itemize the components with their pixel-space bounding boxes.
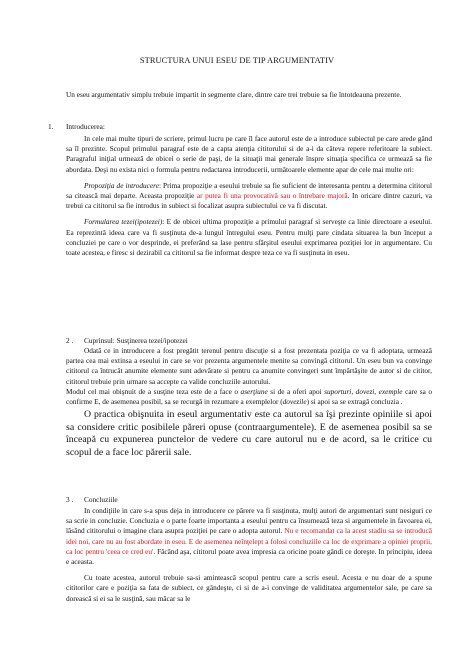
p2-text-a: : Prima propoziţie a eseului trebuie sa fie suficient de interesanta pentru a determina cititorul sa citească mai departe. Aceasta propoziţie — [66, 180, 432, 201]
p3-text: : E de obicei ultima propoziţie a primului paragraf si serveşte ca linie directoare a eseului. Ea reprezintă ideea care va fi susţinuta de-a lungul întregului eseu. Pentru mulţi pare cindata situarea la bun început a concluziei pe care o vor desprinde, ei preferând sa lase pentru sfârşitul eseului exprimarea poziţiei lor in argumentare. Cu toate acestea, e firesc si dezirabil ca cititorul sa fie informat despre teza ce va fi susţinuta in eseu. — [66, 217, 433, 258]
p2b-italic-3: dovezile — [282, 397, 307, 407]
section-3-number: 3 . — [66, 495, 74, 504]
s3-text-a: In condiţiile in care s-a spus deja in introducere ce părere va fi susţinuta, mulţi autori de argumentari sunt nesiguri ce sa scrie in concluzie. Concluzia e o parte foarte importanta a eseului pentru ca însumează teza si argumentele in favoarea ei, lăsând cititorului o imagine clara asupra poziţiei pe care o adopta autorul. — [66, 506, 432, 536]
s3-text-b: . Făcând aşa, cititorul poate avea impresia ca oricine poate gândi ce doreşte. In principiu, ideea e aceasta. — [66, 546, 432, 567]
section-2-p2 — [66, 387, 432, 407]
section-3-title: Concluziile — [84, 495, 118, 504]
section-2-title: Cuprinsul: Susţinerea tezei/ipotezei — [84, 336, 188, 345]
section-2-heading — [66, 336, 188, 346]
section-2-p1: Odată ce in introducere a fost pregătit terenul pentru discuţie si a fost prezentata poziţia ce va fi adoptata, urmează partea cea mai extinsa a eseului in care se vor prezenta argumentele menite sa convingă cititorul. Un eseu bun va convinge cititorul ca întrucât anumite elemente sunt adevărate si pentru ca anumite convingeri sunt împărtăşite de autor si de cititor, cititorul trebuie prin urmare sa accepte ca valide concluziile autorului. — [66, 346, 432, 386]
section-1-body — [66, 134, 432, 258]
p3-label: Formularea tezei(ipotezei) — [84, 217, 163, 227]
section-3-p1 — [66, 506, 432, 567]
s3-highlight: Nu e recomandat ca la acest stadiu sa se introducă idei noi, care nu au fost abordate in eseu. E de asemenea neînţelept a folosi concluziile ca loc de exprimare a opiniei proprii, ca loc pentru 'ceea ce cred eu' — [66, 526, 432, 556]
section-1-p1: In cele mai multe tipuri de scriere, primul lucru pe care îl face autorul este de a introduce subiectul pe care arede gând sa îl prezinte. Scopul primului paragraf este de a capta atenţia cititorului si de a-i da câteva repere referitoare la subiect. Paragraful iniţial urmează de obicei o serie de paşi, de la situaţii mai generale înspre situaţia specifica ce urmează sa fie abordata. Deşi nu exista nici o formula pentru redactarea introducerii, următoarele elemente apar de cele mai multe ori: — [66, 134, 432, 174]
p2b-text-b: si de a oferi apoi — [267, 386, 325, 396]
p2-highlight: ar putea fi una provocativă sau o întrebare majoră — [194, 191, 348, 201]
p2b-text-a: Modul cel mai obişnuit de a susţine teza este de a face o — [66, 386, 241, 396]
section-1-number: 1. — [48, 122, 54, 131]
section-1-title: Introducerea: — [66, 122, 105, 131]
page-title: STRUCTURA UNUI ESEU DE TIP ARGUMENTATIV — [139, 56, 335, 65]
section-1-p2 — [66, 181, 432, 212]
p2b-text-c: care sa o confirme E, de asemenea posibil, sa se recurgă in rezumare a exemplelor ( — [66, 386, 432, 407]
section-2-number: 2 . — [66, 336, 74, 345]
section-3-p2: Cu toate acestea, autorul trebuie sa-si amintească scopul pentru care a scris eseul. Acesta e nu doar de a spune cititorilor care e poziţia sa fata de subiect, ce gândeşte, ci si de a-i convinge de validitatea argumentelor sale, pe care sa dorească si ei sa le susţină, sau măcar sa le — [66, 573, 432, 603]
section-3-body — [66, 506, 432, 604]
section-1-heading — [48, 122, 105, 132]
section-2-p3: O practica obişnuita in eseul argumentativ este ca autorul sa îşi prezinte opiniile si apoi sa considere critic posibilele păreri opuse (contraargumentele). E de asemenea posibil sa se înceapă cu expunerea punctelor de vedere cu care autorul nu e de acord, sa le critice cu scopul de a face loc părerii sale. — [66, 409, 432, 458]
section-3-heading — [66, 495, 118, 505]
intro-paragraph — [48, 90, 432, 100]
p2-text-b: . In oricare dintre cazuri, va trebui ca cititorul sa fie introdus in subiect si focalizat asupra subiectului ce va fi discutat. — [66, 191, 432, 211]
p2b-italic-1: aserţiune — [240, 386, 268, 396]
section-2-body — [66, 346, 432, 460]
p2b-italic-2: suporturi, dovezi, exemple — [324, 386, 403, 396]
section-1-p3 — [66, 217, 432, 258]
p2b-text-d: ) si apoi sa se extragă concluzia . — [306, 397, 403, 407]
p2-label: Propoziţia de introducere — [84, 180, 159, 190]
intro-text: Un eseu argumentativ simplu trebuie impartit in segmente clare, dintre care trei trebuie sa fie întotdeauna prezente. — [66, 90, 402, 99]
